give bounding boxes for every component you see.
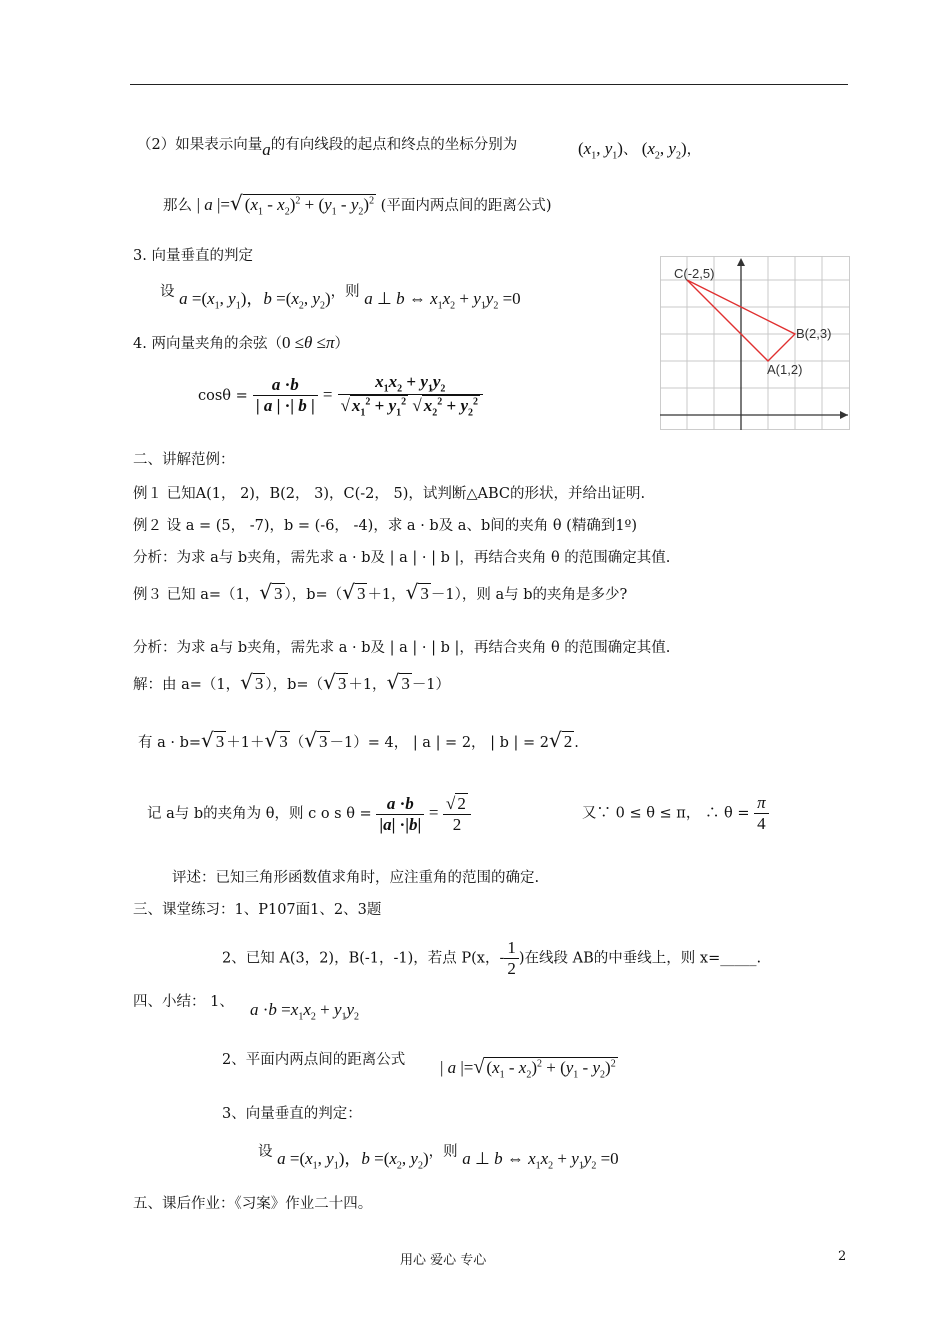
header-rule <box>130 84 848 85</box>
summary-2-formula: | a |=√ $(x_1 - x_2)^2 + (y_1 - y_2)^2$ <box>440 1056 616 1081</box>
sol-a: 解：由 a=（1， <box>133 677 241 693</box>
sum3-then: ，则 <box>428 1144 458 1160</box>
theta-frac: $\frac{\pi}{4}$ <box>754 793 769 834</box>
analysis-1: 分析：为求 a与 b夹角，需先求 a · b及 | a | · | b |，再结合夹角 θ 的范围确定其值. <box>133 550 671 566</box>
ex3-c: ＋1， <box>367 587 406 603</box>
cos-label: cosθ = <box>198 387 248 404</box>
s4-title-text: 4. 两向量夹角的余弦（ <box>133 336 282 352</box>
s3-then: ，则 <box>330 284 360 300</box>
p2-coords: ($x_1$, $y_1$)、 ($x_2$, $y_2$)， <box>578 139 702 162</box>
cos-formula: cosθ = $\frac{a \cdot b}{| a | \cdot| b |}$ = $\frac{x_1x_2 + y_1y_2}{√ x_1^2 + y_1^2 √ x_2^2 + y_2^2}$ <box>198 372 483 419</box>
sol-b: ），b=（ <box>265 677 324 693</box>
s4-title: 4. 两向量夹角的余弦（0 ≤θ ≤π） <box>133 333 350 352</box>
ex3-d: －1），则 a与 b的夹角是多少? <box>430 587 628 603</box>
sum3-set: 设 <box>258 1144 273 1160</box>
sec5-heading: 五、课后作业：《习案》作业二十四。 <box>133 1196 373 1212</box>
summary-3: 3、向量垂直的判定： <box>222 1106 362 1122</box>
exq2-a: 2、已知 A(3，2)，B(-1，-1)，若点 P(x，- <box>222 950 505 967</box>
angle-line: 记 a与 b的夹角为 θ，则 c o s θ = $\frac{a \cdot b}{|a| \cdot|b|}$ = $\frac{√ 2}{2}$ <box>147 793 471 835</box>
summary-1-formula: $a \cdot b =x_1x_2 + y_1y_2$ <box>250 1000 360 1023</box>
have-c: （ <box>289 735 305 751</box>
example-2: 例２ 设 a = (5， -7)，b = (-6， -4)，求 a · b及 a、b间的夹角 θ (精确到1º) <box>133 518 638 534</box>
cos-frac-2: $\frac{x_1x_2 + y_1y_2}{√ x_1^2 + y_1^2 √ x_2^2 + y_2^2}$ <box>338 372 483 419</box>
triangle-graph <box>660 256 850 430</box>
s3-set: 设 <box>160 284 175 300</box>
s4-close: ） <box>334 336 350 352</box>
distance-line: 那么 | a |=√ $(x_1 - x_2)^2 + (y_1 - y_2)^2$ (平面内两点间的距离公式) <box>163 191 552 218</box>
have-a: 有 a · b= <box>138 735 202 751</box>
p2-sep: 、 <box>622 142 638 158</box>
p2-text: （2）如果表示向量 <box>137 137 263 153</box>
summary-3-formula: 设 $a =(x_1$, $y_1$)，$b =(x_2$, $y_2$)，则 a ⊥ b ⇔ $x_1x_2 + y_1y_2 =0$ <box>258 1144 619 1172</box>
page-number: 2 <box>838 1249 847 1264</box>
angle-frac-2: $\frac{√ 2}{2}$ <box>443 793 471 835</box>
s3-formula: 设 $a =(x_1$, $y_1$)，$b =(x_2$, $y_2$)，则 a ⊥ b ⇔ $x_1x_2 + y_1y_2 =0$ <box>160 284 521 312</box>
p2-line: （2）如果表示向量a的有向线段的起点和终点的坐标分别为 <box>137 137 518 159</box>
summary-2: 2、平面内两点间的距离公式 <box>222 1052 406 1068</box>
exq2-frac: $\frac{1}{2}$ <box>504 938 519 979</box>
solution: 解：由 a=（1，√ 3 ），b=（√ 3 ＋1，√ 3 －1） <box>133 670 451 694</box>
sol-d: －1） <box>411 677 451 693</box>
sol-c: ＋1， <box>348 677 387 693</box>
label-c: C(-2,5) <box>674 266 715 281</box>
have-b: ＋1＋ <box>226 735 265 751</box>
angle-frac-1: $\frac{a \cdot b}{|a| \cdot|b|}$ <box>376 794 424 835</box>
have-d: －1）= 4， | a | = 2， | b | = 2 <box>329 735 550 751</box>
have-e: . <box>574 735 579 751</box>
have-line: 有 a · b=√ 3 ＋1＋√ 3 （√ 3 －1）= 4， | a | = 2， | b | = 2√ 2 . <box>138 728 579 752</box>
comment: 评述：已知三角形函数值求角时，应注重角的范围的确定. <box>172 870 540 886</box>
footer-center: 用心 爱心 专心 <box>400 1253 487 1268</box>
exercise-2 <box>222 938 761 979</box>
sec3-heading: 三、课堂练习：1、P107面1、2、3题 <box>133 902 382 918</box>
s3-title: 3. 向量垂直的判定 <box>133 248 253 264</box>
angle-b: 又∵ 0 ≤ θ ≤ π， ∴ θ = <box>582 805 750 822</box>
ex3-a: 例３ 已知 a=（1， <box>133 587 260 603</box>
label-b: B(2,3) <box>796 326 832 341</box>
ex3-b: ），b=（ <box>284 587 343 603</box>
p2-mid: 的有向线段的起点和终点的坐标分别为 <box>270 137 518 153</box>
exq2-b: )在线段 AB的中垂线上，则 x=_____. <box>518 950 762 967</box>
analysis-2: 分析：为求 a与 b夹角，需先求 a · b及 | a | · | b |，再结合夹角 θ 的范围确定其值. <box>133 640 671 656</box>
distance-note: (平面内两点间的距离公式) <box>380 198 552 214</box>
example-1: 例１ 已知A(1， 2)，B(2， 3)，C(-2， 5)，试判断△ABC的形状，并给出证明. <box>133 486 646 502</box>
p2-end: ， <box>686 142 702 158</box>
example-3: 例３ 已知 a=（1，√ 3 ），b=（√ 3 ＋1，√ 3 －1），则 a与 b的夹角是多少? <box>133 580 628 604</box>
cos-frac-1: $\frac{a \cdot b}{| a | \cdot| b |}$ <box>253 375 318 416</box>
angle-a: 记 a与 b的夹角为 θ，则 c o s θ = <box>147 806 372 822</box>
distance-prefix: 那么 <box>163 198 192 214</box>
sec2-heading: 二、讲解范例： <box>133 452 235 468</box>
label-a: A(1,2) <box>767 362 803 377</box>
theta-result <box>582 793 769 834</box>
sec4-heading: 四、小结： 1、 <box>133 994 234 1010</box>
